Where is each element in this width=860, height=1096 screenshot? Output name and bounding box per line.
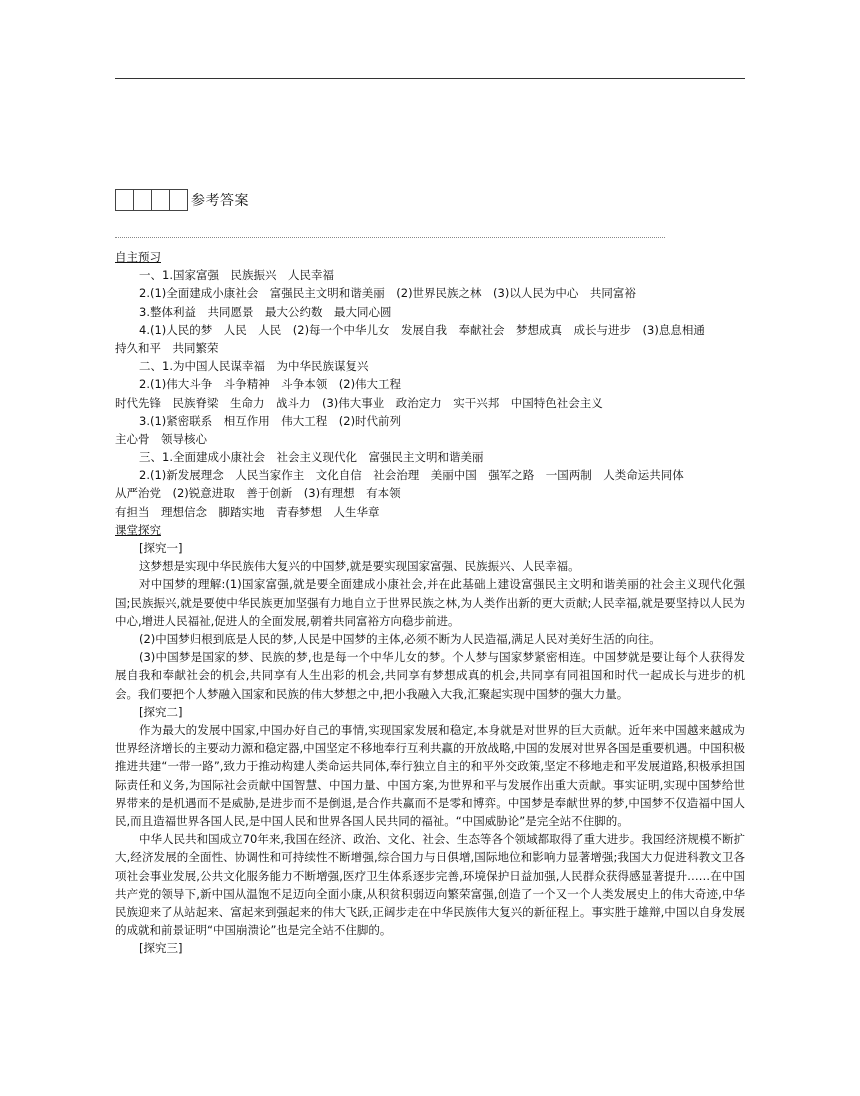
explore-list [115, 539, 745, 958]
title-box [170, 189, 188, 211]
answer-line: 4.(1)人民的梦 人民 人民 (2)每一个中华儿女 发展自我 奉献社会 梦想成真 成长与进步 (3)息息相通 [139, 322, 705, 337]
answer-line: 主心骨 领导核心 [115, 431, 207, 446]
explore-paragraph: 对中国梦的理解:(1)国家富强,就是要全面建成小康社会,并在此基础上建设富强民主文明和谐美丽的社会主义现代化强国;民族振兴,就是要使中华民族更加坚强有力地自立于世界民族之林,为人类作出新的更大贡献;人民幸福,就是要坚持以人民为中心,增进人民福祉,促进人的全面发展,朝着共同富裕方向稳步前进。 [115, 577, 745, 628]
answer-line: 2.(1)伟大斗争 斗争精神 斗争本领 (2)伟大工程 [139, 377, 402, 392]
title-box [134, 189, 152, 211]
answer-title-row [115, 189, 249, 211]
header-rule [115, 78, 745, 79]
explore-paragraph: (3)中国梦是国家的梦、民族的梦,也是每一个中华儿女的梦。个人梦与国家梦紧密相连。中国梦就是要让每个人获得发展自我和奉献社会的机会,共同享有人生出彩的机会,共同享有梦想成真的机会,共同享有同祖国和时代一起成长与进步的机会。我们要把个人梦融入国家和民族的伟大梦想之中,把小我融入大我,汇聚起实现中国梦的强大力量。 [115, 650, 745, 701]
answer-line: 3.(1)紧密联系 相互作用 伟大工程 (2)时代前列 [139, 413, 402, 428]
answer-line: 2.(1)全面建成小康社会 富强民主文明和谐美丽 (2)世界民族之林 (3)以人民为中心 共同富裕 [139, 286, 636, 301]
answer-line: 二、1.为中国人民谋幸福 为中华民族谋复兴 [139, 359, 369, 374]
explore-label: [探究三] [139, 941, 183, 956]
title-box [152, 189, 170, 211]
answer-line: 时代先锋 民族脊梁 生命力 战斗力 (3)伟大事业 政治定力 实干兴邦 中国特色社会主义 [115, 395, 603, 410]
answer-line: 从严治党 (2)锐意进取 善于创新 (3)有理想 有本领 [115, 486, 401, 501]
section-heading-explore: 课堂探究 [115, 522, 161, 537]
section-heading-preview: 自主预习 [115, 250, 161, 264]
explore-label: [探究二] [139, 704, 183, 719]
explore-paragraph: 中华人民共和国成立70年来,我国在经济、政治、文化、社会、生态等各个领域都取得了重大进步。我国经济规模不断扩大,经济发展的全面性、协调性和可持续性不断增强,综合国力与日俱增,国际地位和影响力显著增强;我国大力促进科教文卫各项社会事业发展,公共文化服务能力不断增强,医疗卫生体系逐步完善,环境保护日益加强,人民群众获得感显著提升……在中国共产党的领导下,新中国从温饱不足迈向全面小康,从积贫积弱迈向繁荣富强,创造了一个又一个人类发展史上的伟大奇迹,中华民族迎来了从站起来、富起来到强起来的伟大飞跃,正阔步走在中华民族伟大复兴的新征程上。事实胜于雄辩,中国以自身发展的成就和前景证明“中国崩溃论”也是完全站不住脚的。 [115, 832, 745, 938]
explore-paragraph: 这梦想是实现中华民族伟大复兴的中国梦,就是要实现国家富强、民族振兴、人民幸福。 [139, 559, 580, 574]
explore-paragraph: 作为最大的发展中国家,中国办好自己的事情,实现国家发展和稳定,本身就是对世界的巨大贡献。近年来中国越来越成为世界经济增长的主要动力源和稳定器,中国坚定不移地奉行互利共赢的开放战略,中国的发展对世界各国是重要机遇。中国积极推进共建“一带一路”,致力于推动构建人类命运共同体,奉行独立自主的和平外交政策,坚定不移地走和平发展道路,积极承担国际责任和义务,为国际社会贡献中国智慧、中国力量、中国方案,为世界和平与发展作出重大贡献。事实证明,实现中国梦给世界带来的是机遇而不是威胁,是进步而不是倒退,是合作共赢而不是零和博弈。中国梦是奉献世界的梦,中国梦不仅造福中国人民,而且造福世界各国人民,是中国人民和世界各国人民共同的福祉。“中国威胁论”是完全站不住脚的。 [115, 723, 745, 829]
answer-line: 3.整体利益 共同愿景 最大公约数 最大同心圆 [139, 304, 392, 319]
dotted-divider [115, 237, 665, 238]
answer-line: 持久和平 共同繁荣 [115, 340, 219, 355]
preview-list [115, 266, 745, 521]
answer-line: 有担当 理想信念 脚踏实地 青春梦想 人生华章 [115, 504, 380, 519]
answer-content [115, 248, 745, 958]
answer-line: 2.(1)新发展理念 人民当家作主 文化自信 社会治理 美丽中国 强军之路 一国两制 人类命运共同体 [139, 468, 684, 483]
answer-line: 三、1.全面建成小康社会 社会主义现代化 富强民主文明和谐美丽 [139, 450, 484, 465]
explore-label: [探究一] [139, 541, 183, 555]
answer-line: 一、1.国家富强 民族振兴 人民幸福 [139, 268, 334, 283]
title-box [115, 189, 134, 211]
explore-paragraph: (2)中国梦归根到底是人民的梦,人民是中国梦的主体,必须不断为人民造福,满足人民对美好生活的向往。 [139, 632, 661, 646]
page-title: 参考答案 [191, 193, 249, 209]
